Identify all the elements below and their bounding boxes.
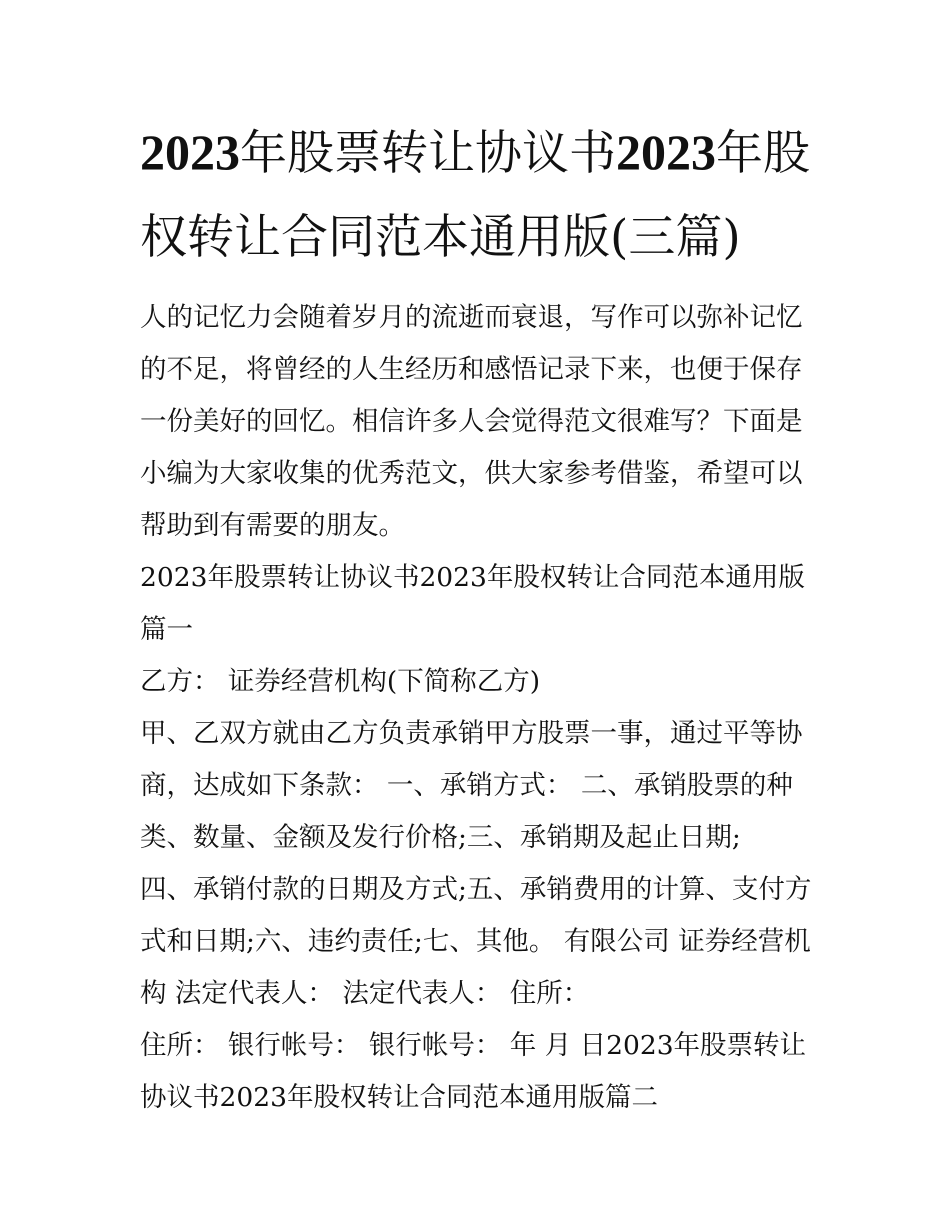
signature-paragraph: 住所： 银行帐号： 银行帐号： 年 月 日2023年股票转让协议书2023年股权转让合同范本通用版篇二 — [140, 1030, 807, 1113]
document-title: 2023年股票转让协议书2023年股权转让合同范本通用版(三篇) — [140, 124, 810, 265]
terms-continued-paragraph: 四、承销付款的日期及方式;五、承销费用的计算、支付方式和日期;六、违约责任;七、其他。 有限公司 证券经营机构 法定代表人： 法定代表人： 住所： — [140, 874, 812, 1009]
intro-paragraph: 人的记忆力会随着岁月的流逝而衰退，写作可以弥补记忆的不足，将曾经的人生经历和感悟记录下来，也便于保存一份美好的回忆。相信许多人会觉得范文很难写？下面是小编为大家收集的优秀范文，供大家参考借鉴，希望可以帮助到有需要的朋友。 — [140, 302, 803, 541]
section-heading-1: 2023年股票转让协议书2023年股权转让合同范本通用版篇一 — [140, 562, 805, 645]
title-year-number: 2023 — [140, 124, 240, 180]
party-b-line: 乙方： 证券经营机构(下简称乙方) — [140, 666, 541, 697]
terms-paragraph: 甲、乙双方就由乙方负责承销甲方股票一事，通过平等协商，达成如下条款： 一、承销方式： 二、承销股票的种类、数量、金额及发行价格;三、承销期及起止日期; — [140, 718, 803, 853]
document-page — [140, 110, 820, 1124]
title-year-number: 2023 — [616, 124, 716, 180]
